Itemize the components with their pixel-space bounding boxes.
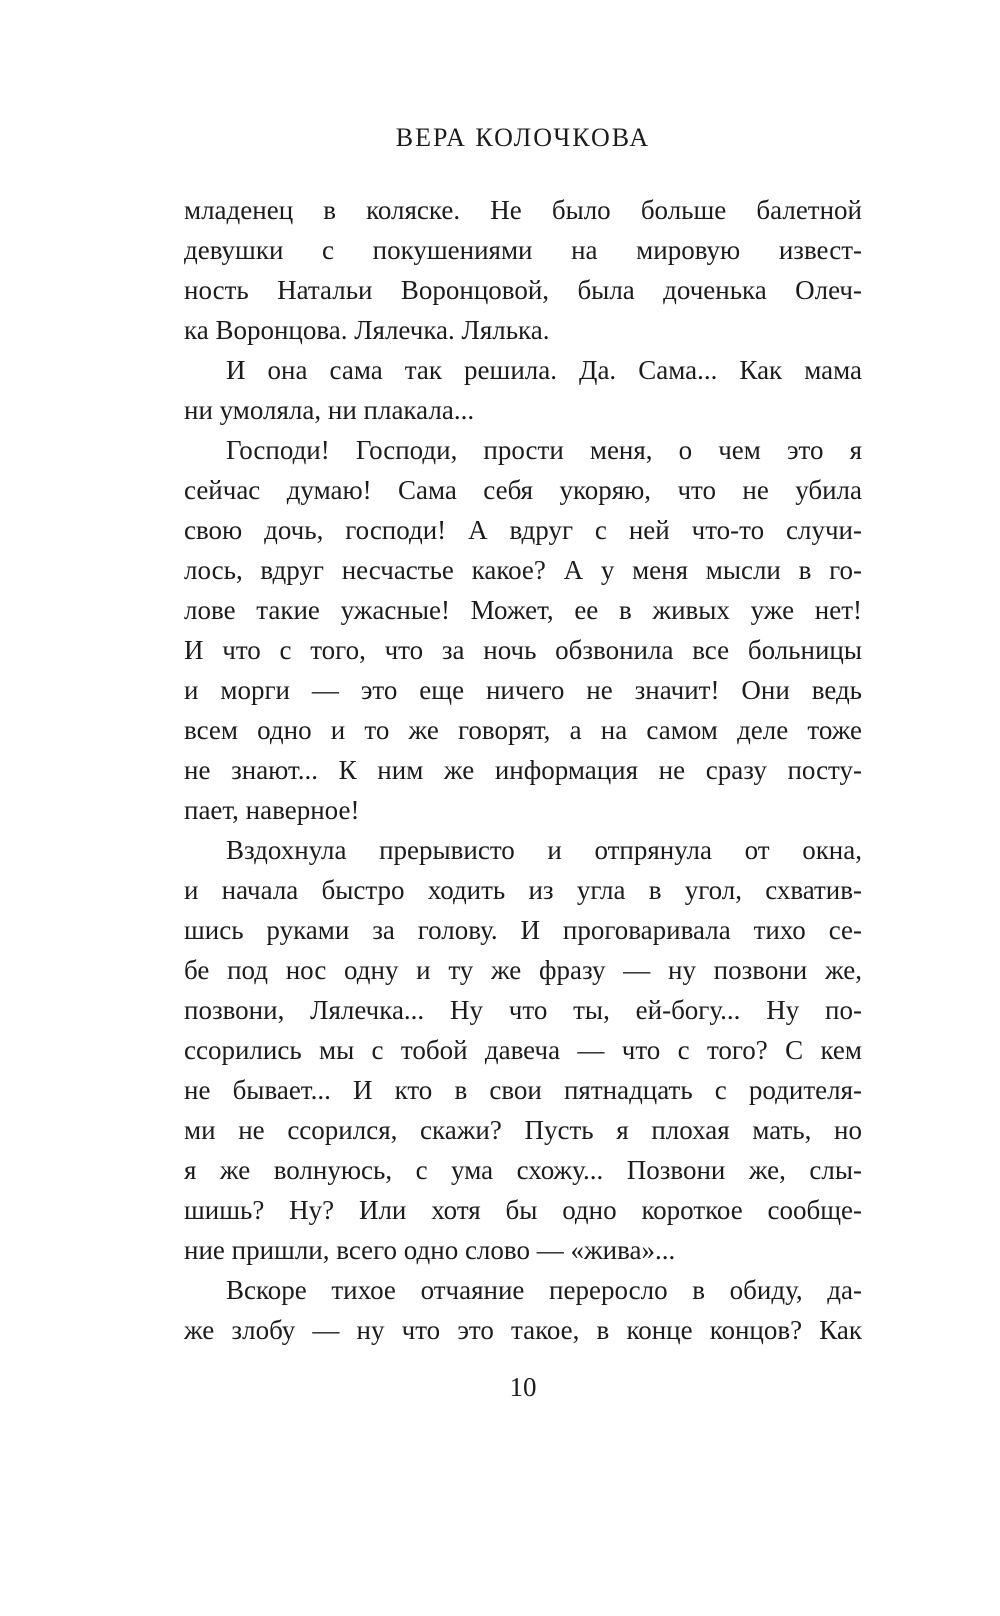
text-line: ссорились мы с тобой давеча — что с того? С кем [184, 1035, 862, 1065]
text-line: ни умоляла, ни плакала... [184, 395, 475, 425]
text-line: бе под нос одну и ту же фразу — ну позвони же, [184, 955, 862, 985]
text-line: и морги — это еще ничего не значит! Они ведь [184, 675, 862, 705]
text-line: ние пришли, всего одно слово — «жива»... [184, 1235, 676, 1265]
text-line: шишь? Ну? Или хотя бы одно короткое сообще- [184, 1195, 862, 1225]
text-line: пает, наверное! [184, 795, 360, 825]
paragraph [184, 830, 862, 1270]
text-line: не знают... К ним же информация не сразу посту- [184, 755, 862, 785]
text-line: лось, вдруг несчастье какое? А у меня мысли в го- [184, 555, 862, 585]
text-line: лове такие ужасные! Может, ее в живых уже нет! [184, 595, 862, 625]
text-line: ми не ссорился, скажи? Пусть я плохая мать, но [184, 1115, 862, 1145]
text-line: младенец в коляске. Не было больше балетной [184, 195, 862, 225]
text-line: И она сама так решила. Да. Сама... Как мама [226, 355, 862, 385]
text-line: Вскоре тихое отчаяние переросло в обиду, да- [226, 1275, 862, 1305]
text-line: сейчас думаю! Сама себя укоряю, что не убила [184, 475, 862, 505]
text-line: Господи! Господи, прости меня, о чем это я [226, 435, 862, 465]
page-number: 10 [509, 1372, 537, 1402]
text-line: свою дочь, господи! А вдруг с ней что-то случи- [184, 515, 862, 545]
paragraph [184, 350, 862, 430]
text-line: не бывает... И кто в свои пятнадцать с родителя- [184, 1075, 862, 1105]
text-line: и начала быстро ходить из угла в угол, схватив- [184, 875, 862, 905]
running-header: ВЕРА КОЛОЧКОВА [395, 123, 651, 152]
text-line: шись руками за голову. И проговаривала тихо се- [184, 915, 862, 945]
text-line: Вздохнула прерывисто и отпрянула от окна, [226, 835, 862, 865]
text-line: девушки с покушениями на мировую извест- [184, 235, 862, 265]
paragraph [184, 190, 862, 350]
body-text [184, 190, 862, 1350]
paragraph [184, 430, 862, 830]
text-line: позвони, Лялечка... Ну что ты, ей-богу... Ну по- [184, 995, 862, 1025]
text-line: И что с того, что за ночь обзвонила все больницы [184, 635, 862, 665]
text-line: ка Воронцова. Лялечка. Лялька. [184, 315, 550, 345]
text-line: же злобу — ну что это такое, в конце концов? Как [184, 1315, 862, 1345]
text-line: всем одно и то же говорят, а на самом деле тоже [184, 715, 862, 745]
text-line: ность Натальи Воронцовой, была доченька Олеч- [184, 275, 862, 305]
text-line: я же волнуюсь, с ума схожу... Позвони же, слы- [184, 1155, 862, 1185]
paragraph [184, 1270, 862, 1350]
